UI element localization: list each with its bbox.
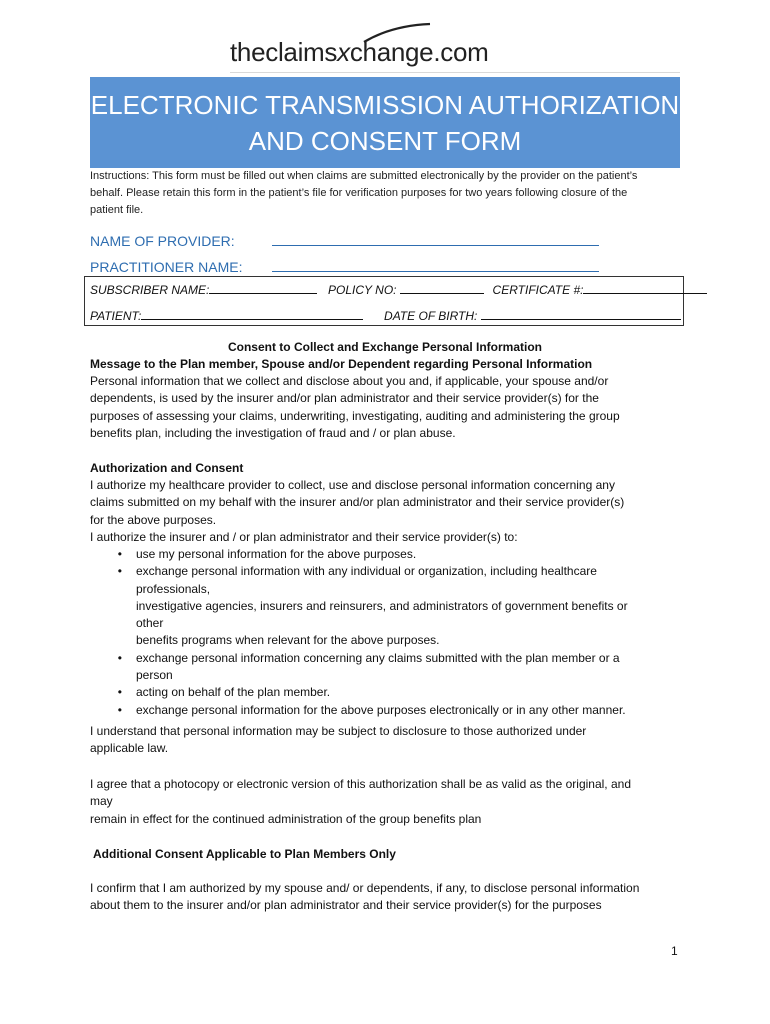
additional-consent-paragraph	[90, 880, 690, 915]
bullet-line: benefits programs when relevant for the above purposes.	[136, 633, 440, 648]
bullet-line: exchange personal information with any individual or organization, including healthcare	[136, 564, 597, 579]
paragraph-line: I confirm that I am authorized by my spouse and/ or dependents, if any, to disclose personal information	[90, 881, 640, 895]
subscriber-name-field[interactable]	[209, 282, 317, 294]
subscriber-name-label: SUBSCRIBER NAME:	[90, 283, 210, 297]
paragraph-line: claims submitted on my behalf with the insurer and/or plan administrator and their service provider(s)	[90, 495, 625, 510]
bullet-line: use my personal information for the above purposes.	[136, 547, 417, 561]
date-of-birth-field[interactable]	[481, 308, 681, 320]
subscriber-info-box	[84, 276, 684, 326]
paragraph-line: may	[90, 794, 113, 809]
paragraph-line: applicable law.	[90, 741, 169, 756]
disclosure-paragraph	[90, 723, 690, 758]
instructions-line: patient file.	[90, 204, 144, 216]
paragraph-line: dependents, is used by the insurer and/or plan administrator and their service provider(s) for the	[90, 391, 599, 406]
personal-info-paragraph	[90, 373, 690, 442]
paragraph-line: I authorize the insurer and / or plan administrator and their service provider(s) to:	[90, 529, 518, 544]
practitioner-name-label: PRACTITIONER NAME:	[90, 259, 243, 275]
practitioner-name-row	[90, 258, 599, 275]
list-item	[90, 650, 690, 685]
paragraph-line: I authorize my healthcare provider to collect, use and disclose personal information concerning any	[90, 478, 615, 492]
instructions-line: behalf. Please retain this form in the patient’s file for verification purposes for two years following closure of the	[90, 187, 628, 199]
logo-text-x: x	[337, 37, 350, 67]
bullet-line: investigative agencies, insurers and reinsurers, and administrators of government benefits or	[136, 598, 628, 613]
patient-field[interactable]	[141, 308, 363, 320]
bullet-icon: •	[117, 547, 122, 561]
bullet-icon: •	[117, 702, 122, 717]
policy-no-field[interactable]	[400, 282, 484, 294]
logo	[230, 24, 488, 68]
logo-text-suffix: change.com	[349, 37, 489, 67]
patient-label: PATIENT:	[90, 309, 142, 323]
provider-name-label: NAME OF PROVIDER:	[90, 233, 235, 249]
paragraph-line: for the above purposes.	[90, 512, 217, 527]
list-item	[90, 684, 690, 701]
subscriber-row	[90, 282, 707, 297]
practitioner-name-field[interactable]	[272, 258, 599, 272]
bullet-line: professionals,	[136, 581, 211, 596]
bullet-icon: •	[117, 685, 122, 700]
page-number: 1	[671, 944, 678, 958]
bullet-line: exchange personal information for the above purposes electronically or in any other manner.	[136, 702, 626, 717]
paragraph-line: about them to the insurer and/or plan administrator and their service provider(s) for the purposes	[90, 898, 602, 913]
logo-divider	[230, 72, 680, 73]
provider-name-row	[90, 232, 599, 249]
form-title-banner	[90, 77, 680, 168]
photocopy-paragraph	[90, 776, 690, 828]
logo-swoosh-icon	[362, 22, 432, 44]
paragraph-line: Personal information that we collect and disclose about you and, if applicable, your spouse and/or	[90, 374, 609, 388]
list-item	[90, 702, 690, 719]
bullet-line: person	[136, 668, 173, 683]
paragraph-line: remain in effect for the continued administration of the group benefits plan	[90, 811, 482, 826]
instructions-line: Instructions: This form must be filled out when claims are submitted electronically by the provider on the patient’s	[90, 170, 638, 182]
paragraph-line: I understand that personal information may be subject to disclosure to those authorized under	[90, 724, 587, 738]
form-title-line-2: AND CONSENT FORM	[248, 125, 522, 156]
authorization-paragraph	[90, 477, 690, 546]
paragraph-line: benefits plan, including the investigation of fraud and / or plan abuse.	[90, 425, 456, 440]
bullet-line: exchange personal information concerning any claims submitted with the plan member or a	[136, 650, 620, 665]
bullet-icon: •	[117, 650, 122, 665]
authorization-bullet-list	[90, 546, 690, 719]
paragraph-line: I agree that a photocopy or electronic version of this authorization shall be as valid as the original, and	[90, 777, 631, 791]
bullet-icon: •	[117, 564, 122, 579]
bullet-line: other	[136, 616, 164, 631]
bullet-line: acting on behalf of the plan member.	[136, 685, 331, 700]
instructions	[90, 168, 680, 219]
form-title-line-1: ELECTRONIC TRANSMISSION AUTHORIZATION	[90, 89, 680, 120]
date-of-birth-label: DATE OF BIRTH:	[384, 309, 478, 323]
provider-name-field[interactable]	[272, 232, 599, 246]
logo-text-prefix: theclaims	[230, 37, 338, 67]
patient-row	[90, 308, 681, 323]
certificate-field[interactable]	[583, 282, 707, 294]
message-heading: Message to the Plan member, Spouse and/or Dependent regarding Personal Information	[90, 357, 593, 371]
list-item	[90, 546, 690, 563]
paragraph-line: purposes of assessing your claims, underwriting, investigating, auditing and administering the group	[90, 408, 620, 423]
consent-heading: Consent to Collect and Exchange Personal Information	[227, 340, 543, 354]
certificate-label: CERTIFICATE #:	[492, 283, 584, 297]
authorization-heading: Authorization and Consent	[90, 461, 244, 475]
policy-no-label: POLICY NO:	[328, 283, 397, 297]
additional-consent-heading: Additional Consent Applicable to Plan Members Only	[93, 847, 396, 861]
list-item	[90, 563, 690, 649]
